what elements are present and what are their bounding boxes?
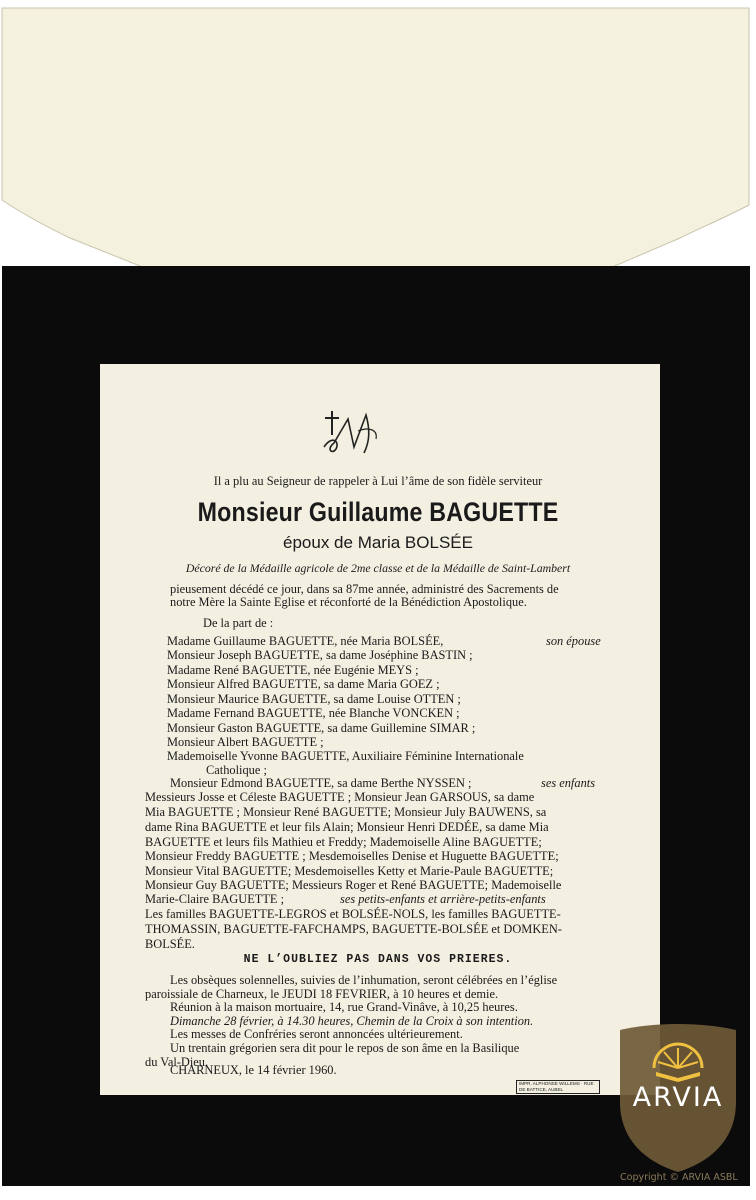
- role-children: ses enfants: [541, 776, 596, 790]
- funeral-line: Dimanche 28 février, à 14.30 heures, Chemin de la Croix à son intention.: [170, 1014, 534, 1028]
- printer-stamp: IMPR. ALPHONSE WILLEMS · RUE DE BATTICE, AUBEL: [516, 1080, 600, 1094]
- deceased-name: Monsieur Guillaume BAGUETTE: [197, 497, 559, 527]
- death-line-2: notre Mère la Sainte Eglise et réconforté de la Bénédiction Apostolique.: [170, 595, 527, 609]
- spouse-line: époux de Maria BOLSÉE: [283, 533, 473, 552]
- family-line: Mademoiselle Yvonne BAGUETTE, Auxiliaire Féminine Internationale: [167, 749, 524, 763]
- family-line: Madame Fernand BAGUETTE, née Blanche VONCKEN ;: [167, 706, 460, 720]
- funeral-line: Réunion à la maison mortuaire, 14, rue Grand-Vinâve, à 10,25 heures.: [170, 1000, 518, 1014]
- role-grandchildren: ses petits-enfants et arrière-petits-enfants: [340, 892, 546, 906]
- grandchildren-line: Monsieur Freddy BAGUETTE ; Mesdemoiselles Denise et Huguette BAGUETTE;: [145, 849, 559, 863]
- place-date: CHARNEUX, le 14 février 1960.: [170, 1063, 337, 1077]
- grandchildren-line: Mia BAGUETTE ; Monsieur René BAGUETTE; Monsieur July BAUWENS, sa: [145, 805, 547, 819]
- cross-monogram-icon: [318, 405, 398, 457]
- family-line: Monsieur Alfred BAGUETTE, sa dame Maria GOEZ ;: [167, 677, 440, 691]
- family-line: Catholique ;: [206, 763, 267, 777]
- funeral-line: Un trentain grégorien sera dit pour le repos de son âme en la Basilique: [170, 1041, 520, 1055]
- decoration-line: Décoré de la Médaille agricole de 2me classe et de la Médaille de Saint-Lambert: [185, 561, 571, 575]
- families-line: Les familles BAGUETTE-LEGROS et BOLSÉE-NOLS, les familles BAGUETTE-: [145, 907, 561, 921]
- envelope-flap: [2, 8, 749, 268]
- role-spouse: son épouse: [546, 634, 601, 648]
- copyright-notice: Copyright © ARVIA ASBL: [620, 1172, 738, 1183]
- funeral-line: paroissiale de Charneux, le JEUDI 18 FEVRIER, à 10 heures et demie.: [145, 987, 499, 1001]
- prayer-line: NE L’OUBLIEZ PAS DANS VOS PRIERES.: [243, 953, 513, 966]
- de-la-part: De la part de :: [203, 616, 274, 630]
- intro-line: Il a plu au Seigneur de rappeler à Lui l’âme de son fidèle serviteur: [213, 474, 543, 488]
- family-line: Monsieur Albert BAGUETTE ;: [167, 735, 324, 749]
- grandchildren-line: Marie-Claire BAGUETTE ;: [145, 892, 285, 906]
- family-line: Monsieur Edmond BAGUETTE, sa dame Berthe NYSSEN ;: [170, 776, 472, 790]
- family-line: Monsieur Gaston BAGUETTE, sa dame Guillemine SIMAR ;: [167, 721, 476, 735]
- family-line: Madame René BAGUETTE, née Eugénie MEYS ;: [167, 663, 419, 677]
- death-line-1: pieusement décédé ce jour, dans sa 87me année, administré des Sacrements de: [170, 582, 559, 596]
- families-line: BOLSÉE.: [145, 937, 195, 951]
- family-line: Monsieur Joseph BAGUETTE, sa dame Joséphine BASTIN ;: [167, 648, 473, 662]
- grandchildren-line: BAGUETTE et leurs fils Mathieu et Freddy; Mademoiselle Aline BAGUETTE;: [145, 835, 542, 849]
- family-line: Monsieur Maurice BAGUETTE, sa dame Louise OTTEN ;: [167, 692, 461, 706]
- funeral-line: du Val-Dieu.: [145, 1055, 209, 1069]
- family-line: Madame Guillaume BAGUETTE, née Maria BOLSÉE,: [167, 634, 444, 648]
- arvia-logo-text: ARVIA: [632, 1082, 724, 1113]
- funeral-line: Les messes de Confréries seront annoncées ultérieurement.: [170, 1027, 463, 1041]
- grandchildren-line: Monsieur Guy BAGUETTE; Messieurs Roger et René BAGUETTE; Mademoiselle: [145, 878, 562, 892]
- families-line: THOMASSIN, BAGUETTE-FAFCHAMPS, BAGUETTE-BOLSÉE et DOMKEN-: [145, 922, 562, 936]
- grandchildren-line: Monsieur Vital BAGUETTE; Mesdemoiselles Ketty et Marie-Paule BAGUETTE;: [145, 864, 554, 878]
- funeral-line: Les obsèques solennelles, suivies de l’inhumation, seront célébrées en l’église: [170, 973, 558, 987]
- grandchildren-line: Messieurs Josse et Céleste BAGUETTE ; Monsieur Jean GARSOUS, sa dame: [145, 790, 535, 804]
- grandchildren-line: dame Rina BAGUETTE et leur fils Alain; Monsieur Henri DEDÉE, sa dame Mia: [145, 820, 549, 834]
